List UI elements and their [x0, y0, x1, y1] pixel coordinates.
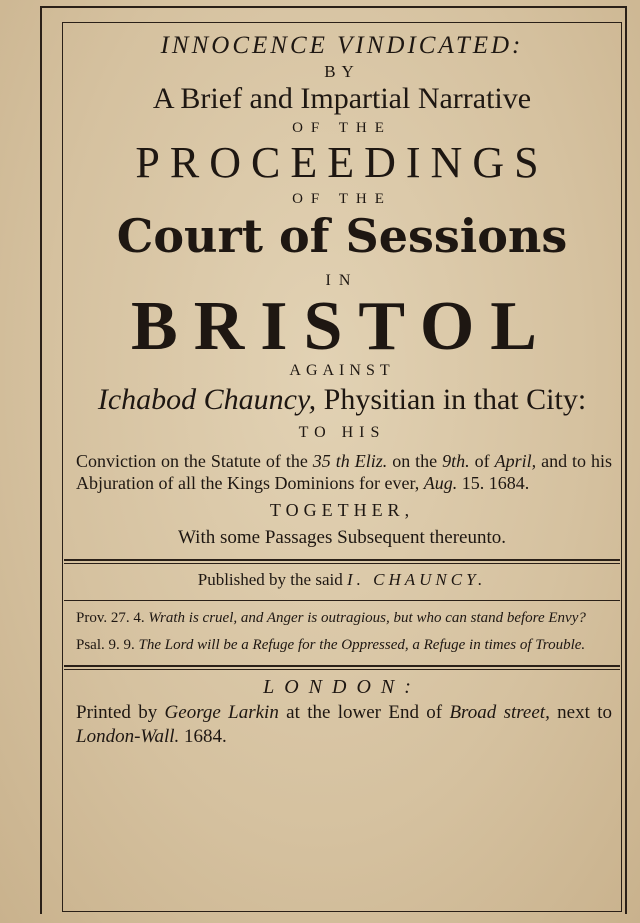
imprint-text-2: at the lower End of: [278, 702, 450, 723]
title-to-his: TO HIS: [298, 424, 386, 441]
published-by-line: [64, 570, 620, 590]
title-in: IN: [325, 272, 359, 289]
title-by: BY: [324, 62, 360, 81]
imprint-place: LONDON:: [263, 676, 421, 698]
conviction-paragraph: [76, 450, 612, 494]
subtitle-narrative: A Brief and Impartial Narrative: [152, 82, 532, 115]
double-rule-3: [64, 665, 620, 670]
para-text-2: on the: [387, 451, 443, 471]
imprint-year: 1684.: [179, 726, 227, 747]
para-aug: Aug.: [423, 473, 458, 493]
printer-name: George Larkin: [164, 702, 279, 723]
para-text-1: Conviction on the Statute of the: [76, 451, 313, 471]
para-month: April,: [494, 451, 537, 471]
epigraph-psalms: [76, 636, 614, 655]
defendant-name: Ichabod Chauncy,: [97, 383, 317, 416]
imprint-landmark: London-Wall.: [76, 726, 180, 747]
para-statute: 35 th Eliz.: [312, 451, 388, 471]
author-name: I. CHAUNCY.: [346, 570, 487, 589]
defendant-description: Physitian in that City:: [316, 383, 587, 416]
psalms-reference: Psal. 9. 9.: [76, 637, 139, 653]
para-text-4: and to his Abjuration of all the Kings Dominions for ever,: [76, 451, 613, 493]
proverbs-text: Wrath is cruel, and Anger is outragious, but who can stand before Envy?: [148, 610, 586, 626]
rule-2: [64, 600, 620, 601]
title-bristol: BRISTOL: [131, 288, 553, 365]
title-against: AGAINST: [289, 362, 395, 379]
title-court-of-sessions: Court of Sessions: [116, 209, 568, 263]
title-passages: With some Passages Subsequent thereunto.: [178, 527, 506, 548]
psalms-text: The Lord will be a Refuge for the Oppressed, a Refuge in times of Trouble.: [138, 637, 586, 653]
published-by-text: Published by the said: [197, 570, 347, 589]
double-rule-1: [64, 559, 620, 564]
title-defendant: [64, 380, 620, 420]
epigraph-proverbs: [76, 609, 614, 628]
imprint-street: Broad street,: [449, 702, 550, 723]
para-text-3: of: [469, 451, 495, 471]
para-date: 15. 1684.: [457, 473, 530, 493]
title-of-the-2: OF THE: [292, 191, 392, 207]
title-page-content: [64, 28, 620, 749]
title-of-the-1: OF THE: [292, 120, 392, 136]
imprint-line: [76, 701, 612, 749]
main-title: INNOCENCE VINDICATED:: [160, 32, 524, 59]
imprint-text-1: Printed by: [76, 702, 165, 723]
title-together: TOGETHER,: [269, 500, 415, 520]
para-day: 9th.: [442, 451, 470, 471]
imprint-text-3: next to: [549, 702, 612, 723]
title-proceedings: PROCEEDINGS: [135, 138, 549, 187]
proverbs-reference: Prov. 27. 4.: [76, 610, 149, 626]
